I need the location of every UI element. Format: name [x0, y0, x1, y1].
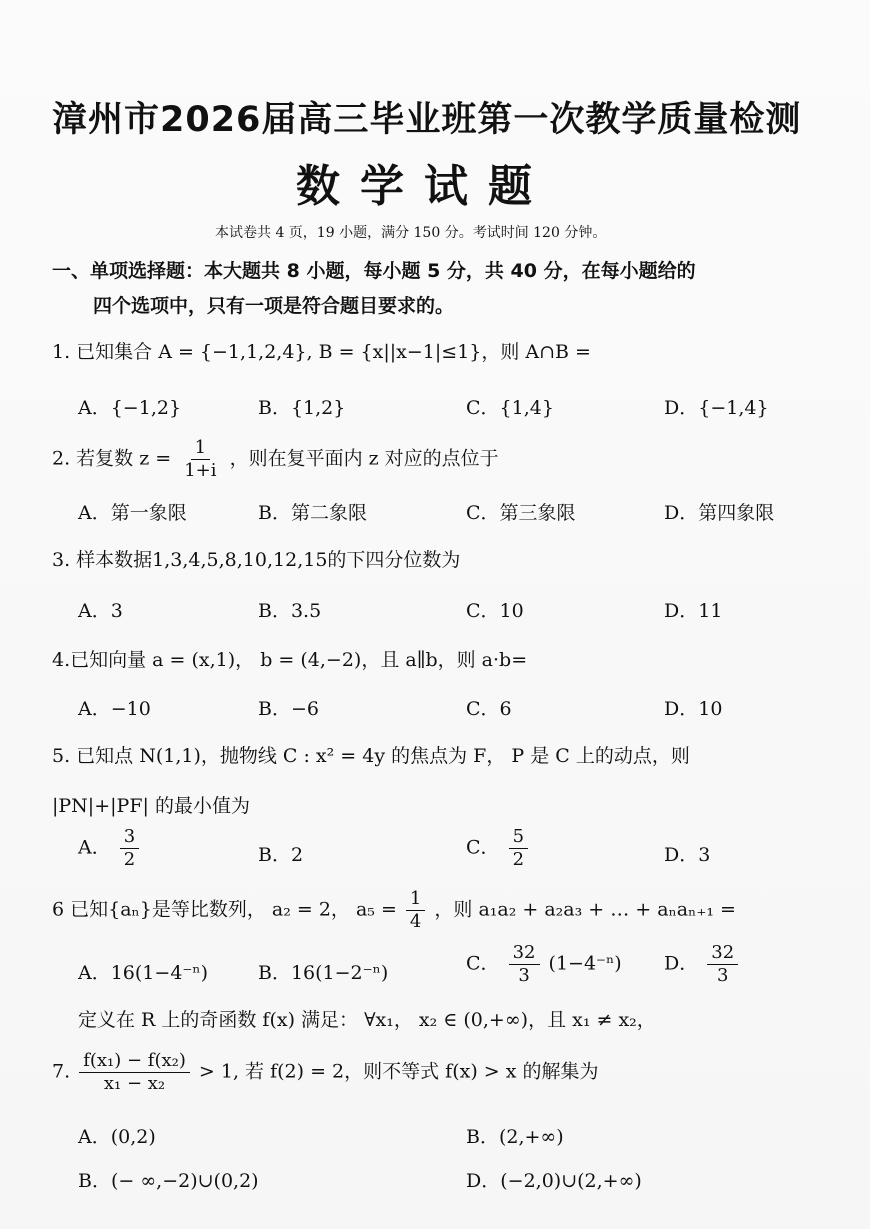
q4-option-b: B．−6	[258, 698, 319, 720]
q7-option-b: B．(2,+∞)	[466, 1126, 564, 1148]
section-heading-line1: 一、单项选择题：本大题共 8 小题，每小题 5 分，共 40 分，在每小题给的	[52, 260, 696, 282]
q5-c-den: 2	[512, 849, 525, 870]
q5-a-num: 3	[120, 826, 139, 849]
q1-option-b: B．{1,2}	[258, 397, 346, 419]
q6-option-c-tail: (1−4⁻ⁿ)	[548, 952, 622, 975]
question-4-stem: 4.已知向量 a = (x,1)， b = (4,−2)，且 a∥b，则 a·b=	[52, 649, 528, 671]
q7-frac-den: x₁ − x₂	[103, 1073, 166, 1094]
q6-d-num: 32	[707, 942, 738, 965]
q1-option-a: A．{−1,2}	[78, 397, 182, 419]
q4-option-c: C．6	[466, 698, 512, 720]
q2-frac-den: 1+i	[184, 460, 217, 481]
q2-stem-pre: 2. 若复数 z =	[52, 447, 172, 470]
q6-option-d-label: D．	[664, 952, 699, 975]
exam-info: 本试卷共 4 页，19 小题，满分 150 分。考试时间 120 分钟。	[215, 225, 607, 241]
q4-option-a: A．−10	[78, 698, 151, 720]
q2-option-d: D．第四象限	[664, 502, 775, 524]
q6-fraction	[406, 888, 425, 933]
question-5-stem-line2: |PN|+|PF| 的最小值为	[52, 795, 250, 817]
q5-option-a	[78, 826, 142, 871]
q4-option-d: D．10	[664, 698, 723, 720]
q3-option-c: C．10	[466, 600, 524, 622]
q7-fraction	[79, 1050, 190, 1095]
q7-option-c: B．(− ∞,−2)∪(0,2)	[78, 1170, 259, 1192]
q6-option-c-fraction	[509, 942, 540, 987]
q2-option-b: B．第二象限	[258, 502, 367, 524]
q7-frac-num: f(x₁) − f(x₂)	[79, 1050, 190, 1073]
q6-option-b: B．16(1−2⁻ⁿ)	[258, 962, 389, 984]
q2-option-c: C．第三象限	[466, 502, 576, 524]
q5-option-c	[466, 826, 531, 871]
q2-option-a: A．第一象限	[78, 502, 187, 524]
question-2-stem	[52, 437, 499, 482]
q2-stem-post: ，则在复平面内 z 对应的点位于	[229, 447, 499, 470]
question-6-stem	[52, 888, 736, 933]
q3-option-d: D．11	[664, 600, 723, 622]
q6-option-a: A．16(1−4⁻ⁿ)	[78, 962, 209, 984]
q5-option-c-fraction	[509, 826, 528, 871]
q6-stem-pre: 6 已知{aₙ}是等比数列， a₂ = 2， a₅ =	[52, 898, 397, 921]
q5-option-d: D．3	[664, 844, 711, 866]
q2-frac-num: 1	[191, 437, 210, 460]
q6-d-den: 3	[717, 965, 729, 986]
q6-option-d-fraction	[707, 942, 738, 987]
question-7-stem-line1: 定义在 R 上的奇函数 f(x) 满足： ∀x₁， x₂ ∈ (0,+∞)，且 x₁ ≠ x₂，	[78, 1009, 656, 1031]
q6-option-c-label: C．	[466, 952, 500, 975]
q7-stem-pre: 7.	[52, 1060, 71, 1083]
q5-a-den: 2	[123, 849, 136, 870]
q6-frac-den: 4	[409, 911, 422, 932]
q1-option-c: C．{1,4}	[466, 397, 554, 419]
q3-option-a: A．3	[78, 600, 123, 622]
question-3-stem: 3. 样本数据1,3,4,5,8,10,12,15的下四分位数为	[52, 549, 461, 571]
q5-option-a-fraction	[120, 826, 139, 871]
q6-stem-post: ，则 a₁a₂ + a₂a₃ + … + aₙaₙ₊₁ =	[434, 898, 736, 921]
subject-title: 数学试题	[296, 161, 552, 212]
q5-option-a-label: A．	[78, 836, 111, 859]
q5-c-num: 5	[509, 826, 528, 849]
question-1-stem: 1. 已知集合 A = {−1,1,2,4}, B = {x||x−1|≤1}，则 A∩B =	[52, 341, 591, 363]
q6-c-num: 32	[509, 942, 540, 965]
q5-option-c-label: C．	[466, 836, 500, 859]
question-7-stem-line2	[52, 1050, 599, 1095]
q2-fraction	[180, 437, 220, 482]
section-heading-line2: 四个选项中，只有一项是符合题目要求的。	[93, 295, 455, 317]
q7-stem-post: > 1, 若 f(2) = 2，则不等式 f(x) > x 的解集为	[198, 1060, 599, 1083]
q6-option-d	[664, 942, 741, 987]
q3-option-b: B．3.5	[258, 600, 322, 622]
q7-option-a: A．(0,2)	[78, 1126, 156, 1148]
question-5-stem-line1: 5. 已知点 N(1,1)，抛物线 C : x² = 4y 的焦点为 F， P 是 C 上的动点，则	[52, 745, 690, 767]
q6-c-den: 3	[518, 965, 530, 986]
q5-option-b: B．2	[258, 844, 304, 866]
exam-title: 漳州市2026届高三毕业班第一次教学质量检测	[52, 100, 802, 140]
q6-frac-num: 1	[406, 888, 425, 911]
q6-option-c	[466, 942, 622, 987]
q1-option-d: D．{−1,4}	[664, 397, 769, 419]
q7-option-d: D．(−2,0)∪(2,+∞)	[466, 1170, 642, 1192]
